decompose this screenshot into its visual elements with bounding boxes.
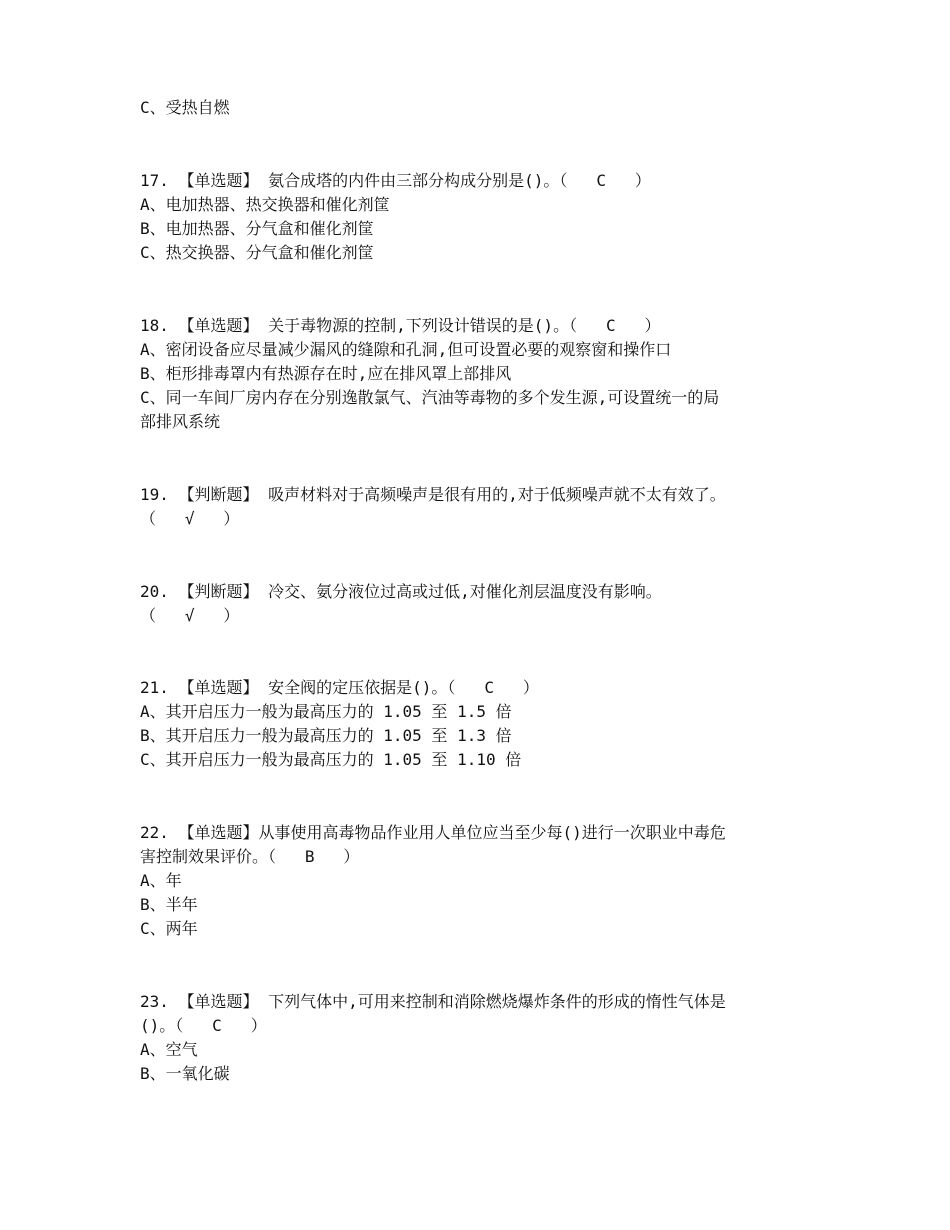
- question-18-option-c: C、同一车间厂房内存在分别逸散氯气、汽油等毒物的多个发生源,可设置统一的局: [140, 388, 720, 407]
- question-21-option-a: A、其开启压力一般为最高压力的 1.05 至 1.5 倍: [140, 702, 512, 721]
- question-20-answer: （ √ ）: [140, 606, 240, 625]
- question-17-option-a: A、电加热器、热交换器和催化剂筐: [140, 195, 390, 214]
- question-17-stem: 17. 【单选题】 氨合成塔的内件由三部分构成分别是()。（ C ）: [140, 171, 651, 190]
- question-22-option-c: C、两年: [140, 919, 198, 938]
- question-18-option-b: B、柜形排毒罩内有热源存在时,应在排风罩上部排风: [140, 364, 512, 383]
- question-23-stem: 23. 【单选题】 下列气体中,可用来控制和消除燃烧爆炸条件的形成的惰性气体是: [140, 992, 726, 1011]
- question-23-option-b: B、一氧化碳: [140, 1064, 230, 1083]
- option-c: C、受热自燃: [140, 98, 230, 117]
- question-19-answer: （ √ ）: [140, 509, 240, 528]
- question-21-option-c: C、其开启压力一般为最高压力的 1.05 至 1.10 倍: [140, 750, 522, 769]
- question-20-stem: 20. 【判断题】 冷交、氨分液位过高或过低,对催化剂层温度没有影响。: [140, 582, 662, 601]
- question-23-stem-cont: ()。（ C ）: [140, 1016, 267, 1035]
- question-17-option-b: B、电加热器、分气盒和催化剂筐: [140, 219, 374, 238]
- question-21-stem: 21. 【单选题】 安全阀的定压依据是()。（ C ）: [140, 678, 539, 697]
- question-19-stem: 19. 【判断题】 吸声材料对于高频噪声是很有用的,对于低频噪声就不太有效了。: [140, 485, 726, 504]
- question-22-option-a: A、年: [140, 871, 182, 890]
- question-22-option-b: B、半年: [140, 895, 198, 914]
- question-17-option-c: C、热交换器、分气盒和催化剂筐: [140, 243, 374, 262]
- question-18-option-c-cont: 部排风系统: [140, 412, 221, 431]
- question-18-option-a: A、密闭设备应尽量减少漏风的缝隙和孔洞,但可设置必要的观察窗和操作口: [140, 340, 672, 359]
- question-23-option-a: A、空气: [140, 1040, 198, 1059]
- question-21-option-b: B、其开启压力一般为最高压力的 1.05 至 1.3 倍: [140, 726, 512, 745]
- question-18-stem: 18. 【单选题】 关于毒物源的控制,下列设计错误的是()。（ C ）: [140, 316, 661, 335]
- question-22-stem-cont: 害控制效果评价。（ B ）: [140, 847, 360, 866]
- question-22-stem: 22. 【单选题】从事使用高毒物品作业用人单位应当至少每()进行一次职业中毒危: [140, 823, 726, 842]
